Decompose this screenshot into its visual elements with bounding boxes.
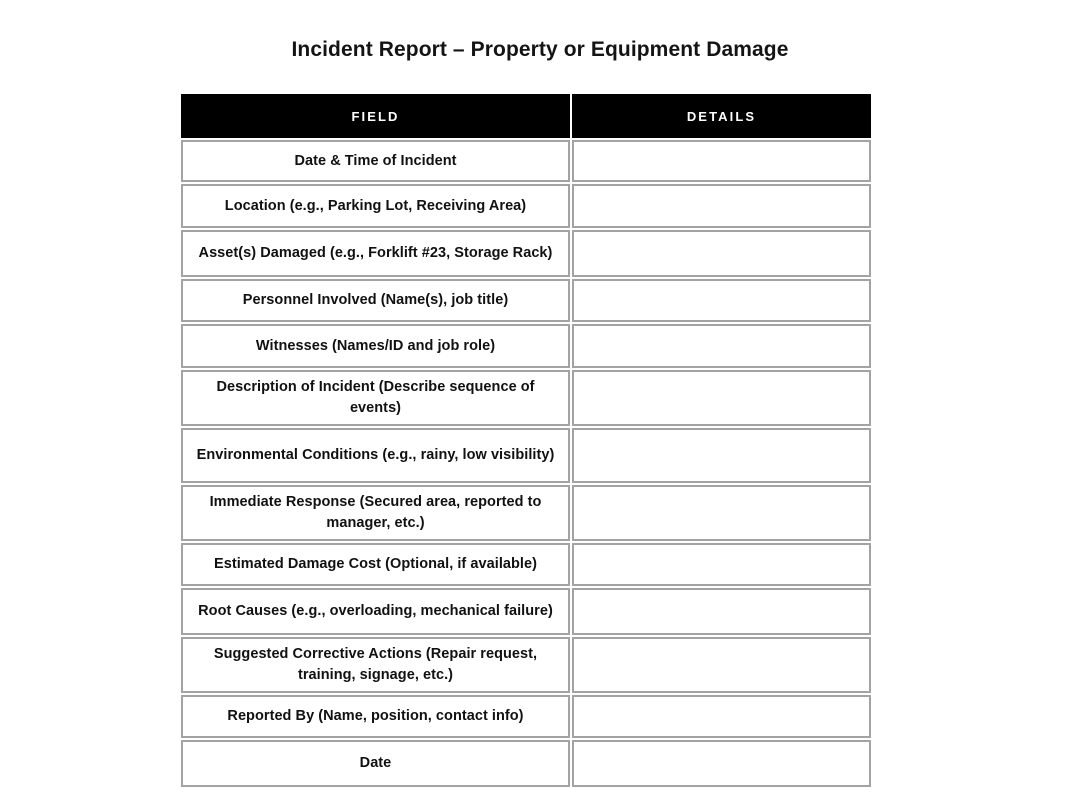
- field-label-cell: Immediate Response (Secured area, reported to manager, etc.): [181, 485, 570, 541]
- details-entry-cell[interactable]: [572, 279, 871, 322]
- table-row: [181, 543, 871, 586]
- details-entry-cell[interactable]: [572, 324, 871, 368]
- field-label-cell: Location (e.g., Parking Lot, Receiving Area): [181, 184, 570, 228]
- incident-report-table-container: [179, 92, 869, 789]
- table-header-row: [181, 94, 871, 138]
- table-row: [181, 485, 871, 541]
- table-row: [181, 428, 871, 483]
- incident-report-table: [179, 92, 873, 789]
- field-label-cell: Estimated Damage Cost (Optional, if available): [181, 543, 570, 586]
- details-entry-cell[interactable]: [572, 637, 871, 693]
- page-title: Incident Report – Property or Equipment Damage: [291, 38, 789, 61]
- details-entry-cell[interactable]: [572, 230, 871, 277]
- field-label-cell: Root Causes (e.g., overloading, mechanical failure): [181, 588, 570, 635]
- table-row: [181, 637, 871, 693]
- field-label-cell: Date & Time of Incident: [181, 140, 570, 182]
- field-label-cell: Environmental Conditions (e.g., rainy, low visibility): [181, 428, 570, 483]
- field-label-cell: Date: [181, 740, 570, 787]
- table-row: [181, 695, 871, 738]
- table-row: [181, 740, 871, 787]
- table-row: [181, 588, 871, 635]
- details-entry-cell[interactable]: [572, 588, 871, 635]
- table-row: [181, 140, 871, 182]
- details-entry-cell[interactable]: [572, 184, 871, 228]
- table-body: [181, 140, 871, 787]
- details-entry-cell[interactable]: [572, 140, 871, 182]
- column-header-field: FIELD: [181, 94, 570, 138]
- details-entry-cell[interactable]: [572, 740, 871, 787]
- column-header-details: DETAILS: [572, 94, 871, 138]
- field-label-cell: Witnesses (Names/ID and job role): [181, 324, 570, 368]
- field-label-cell: Asset(s) Damaged (e.g., Forklift #23, Storage Rack): [181, 230, 570, 277]
- details-entry-cell[interactable]: [572, 370, 871, 426]
- table-row: [181, 279, 871, 322]
- table-row: [181, 184, 871, 228]
- details-entry-cell[interactable]: [572, 695, 871, 738]
- table-row: [181, 230, 871, 277]
- details-entry-cell[interactable]: [572, 485, 871, 541]
- table-header: [181, 94, 871, 138]
- field-label-cell: Description of Incident (Describe sequence of events): [181, 370, 570, 426]
- table-row: [181, 324, 871, 368]
- table-row: [181, 370, 871, 426]
- field-label-cell: Personnel Involved (Name(s), job title): [181, 279, 570, 322]
- field-label-cell: Suggested Corrective Actions (Repair request, training, signage, etc.): [181, 637, 570, 693]
- details-entry-cell[interactable]: [572, 428, 871, 483]
- field-label-cell: Reported By (Name, position, contact info): [181, 695, 570, 738]
- details-entry-cell[interactable]: [572, 543, 871, 586]
